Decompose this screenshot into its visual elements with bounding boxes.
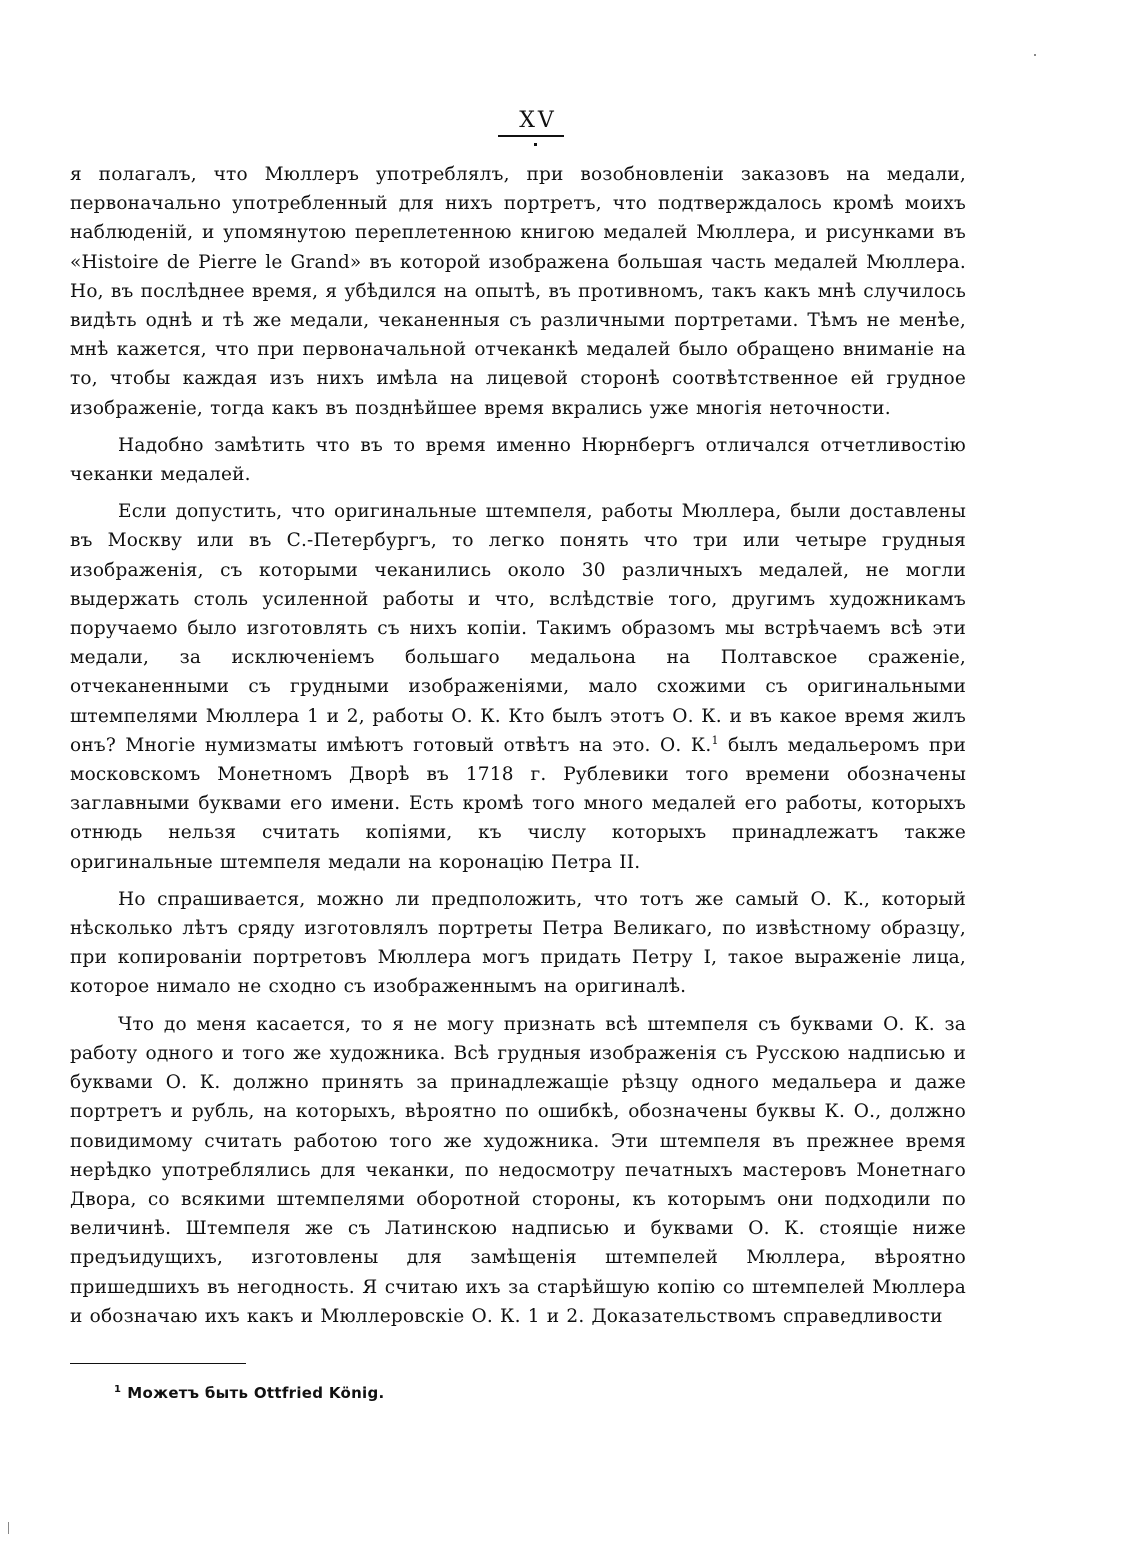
page-number-dot [534, 143, 537, 146]
footnote-separator [70, 1363, 246, 1364]
footnote-text: Можетъ быть Ottfried König. [127, 1384, 385, 1402]
scan-mark-bottom-left [8, 1522, 9, 1534]
footnote [114, 1384, 385, 1402]
paragraph-3 [70, 497, 966, 877]
paragraph-3-text-after-note: былъ медальеромъ при московскомъ Монетномъ Дворѣ въ 1718 г. Рублевики того времени обозначены заглавными буквами его имени. Есть кромѣ того много медалей его работы, которыхъ отнюдь нельзя считать копіями, къ числу которыхъ принадлежатъ также оригинальные штемпеля медали на коронацію Петра II. [70, 734, 966, 873]
paragraph-3-text-before-note: Если допустить, что оригинальные штемпеля, работы Мюллера, были доставлены въ Москву или въ С.-Петербургъ, то легко понять что три или четыре грудныя изображенія, съ которыми чеканились около 30 различныхъ медалей, не могли выдержать столь усиленной работы и что, вслѣдствіе того, другимъ художникамъ поручаемо было изготовлять съ нихъ копіи. Такимъ образомъ мы встрѣчаемъ всѣ эти медали, за исключеніемъ большаго медальона на Полтавское сраженіе, отчеканенными съ грудными изображеніями, мало схожими съ оригинальными штемпелями Мюллера 1 и 2, работы О. К. Кто былъ этотъ О. К. и въ какое время жилъ онъ? Многіе нумизматы имѣютъ готовый отвѣтъ на это. О. К. [70, 501, 966, 756]
body-text [70, 160, 966, 1339]
paragraph-4: Но спрашивается, можно ли предположить, что тотъ же самый О. К., который нѣсколько лѣтъ сряду изготовлялъ портреты Петра Великаго, по извѣстному образцу, при копированіи портретовъ Мюллера могъ придать Петру I, такое выраженіе лица, которое нимало не сходно съ изображеннымъ на оригиналѣ. [70, 888, 966, 998]
paragraph-1: я полагалъ, что Мюллеръ употреблялъ, при возобновленіи заказовъ на медали, первоначально употребленный для нихъ портретъ, что подтверждалось кромѣ моихъ наблюденій, и упомянутою переплетенною книгою медалей Мюллера, и рисунками въ «Histoire de Pierre le Grand» въ которой изображена большая часть медалей Мюллера. Но, въ послѣднее время, я убѣдился на опытѣ, въ противномъ, такъ какъ мнѣ случилось видѣть однѣ и тѣ же медали, чеканенныя съ различными портретами. Тѣмъ не менѣе, мнѣ кажется, что при первоначальной отчеканкѣ медалей было обращено вниманіе на то, чтобы каждая изъ нихъ имѣла на лицевой сторонѣ соотвѣтственное ей грудное изображеніе, тогда какъ въ позднѣйшее время вкрались уже многія неточности. [70, 164, 966, 419]
page-number-underline [498, 135, 564, 137]
page-number: XV [519, 108, 557, 133]
paragraph-2: Надобно замѣтить что въ то время именно Нюрнбергъ отличался отчетливостію чеканки медалей. [70, 434, 966, 486]
footnote-reference: 1 [711, 733, 719, 747]
paragraph-5: Что до меня касается, то я не могу признать всѣ штемпеля съ буквами О. К. за работу одного и того же художника. Всѣ грудныя изображенія съ Русскою надписью и буквами О. К. должно принять за принадлежащіе рѣзцу одного медальера и даже портретъ и рубль, на которыхъ, вѣроятно по ошибкѣ, обозначены буквы К. О., должно повидимому считать работою того же художника. Эти штемпеля въ прежнее время нерѣдко употреблялись для чеканки, по недосмотру печатныхъ мастеровъ Монетнаго Двора, со всякими штемпелями оборотной стороны, къ которымъ они подходили по величинѣ. Штемпеля же съ Латинскою надписью и буквами О. К. стоящіе ниже предъидущихъ, изготовлены для замѣщенія штемпелей Мюллера, вѣроятно пришедшихъ въ негодность. Я считаю ихъ за старѣйшую копію со штемпелей Мюллера и обозначаю ихъ какъ и Мюллеровскіе О. К. 1 и 2. Доказательствомъ справедливости [70, 1013, 966, 1327]
scan-mark-top-right [1034, 54, 1036, 56]
footnote-mark: 1 [114, 1384, 122, 1395]
